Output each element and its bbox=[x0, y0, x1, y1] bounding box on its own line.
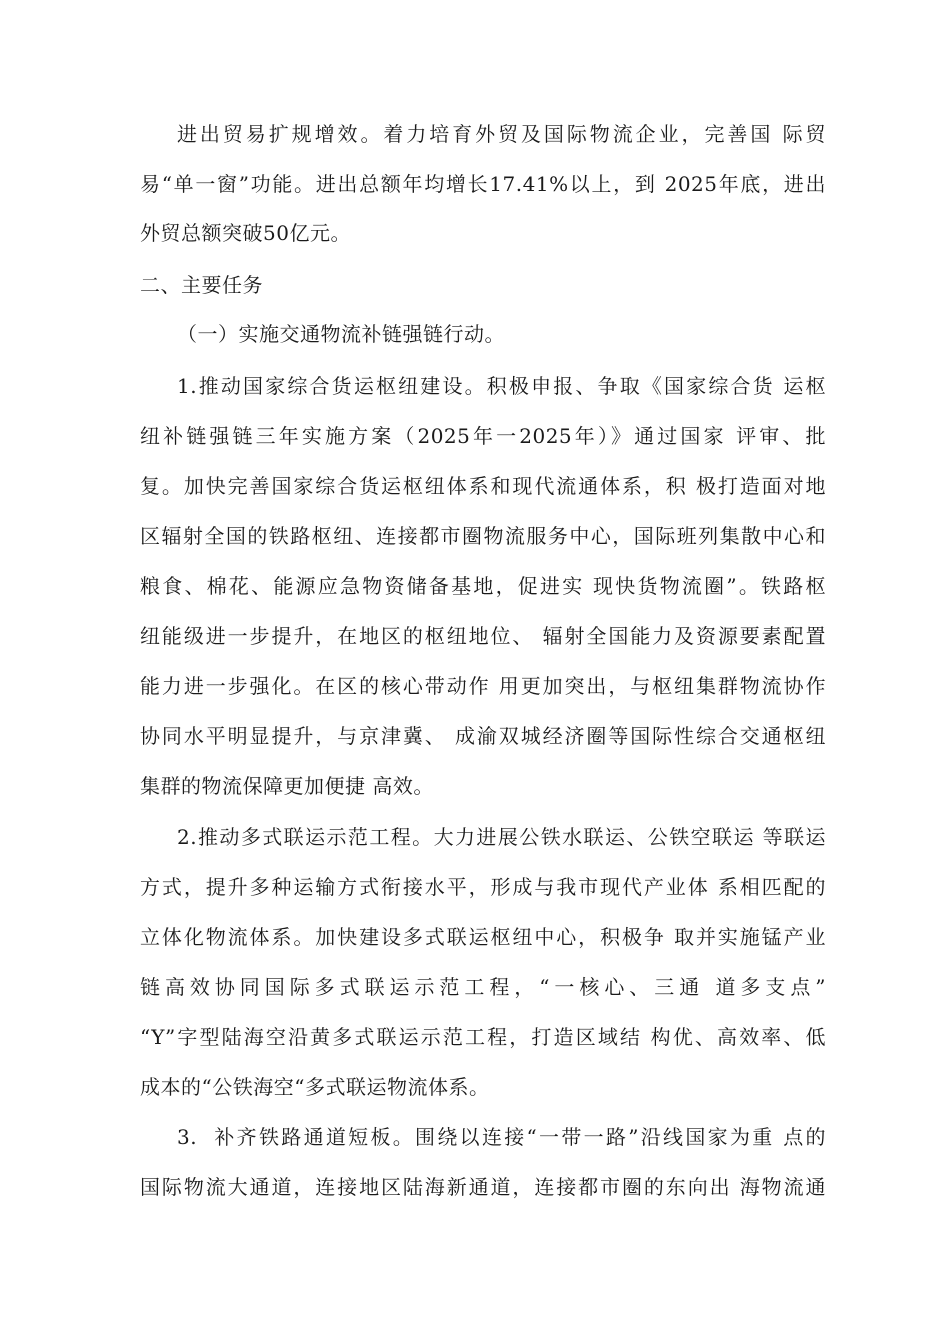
paragraph-line: 集群的物流保障更加便捷 高效。 bbox=[140, 774, 434, 798]
paragraph-line: 国际物流大通道，连接地区陆海新通道，连接都市圈的东向出 海物流通 bbox=[140, 1175, 826, 1199]
paragraph-line: 链高效协同国际多式联运示范工程，“一核心、三通 道多支点” bbox=[140, 975, 826, 999]
paragraph-line: 外贸总额突破50亿元。 bbox=[140, 221, 351, 245]
paragraph-line: 3. 补齐铁路通道短板。围绕以连接“一带一路”沿线国家为重 点的 bbox=[177, 1125, 826, 1149]
paragraph-line: 复。加快完善国家综合货运枢纽体系和现代流通体系，积 极打造面对地 bbox=[140, 474, 826, 498]
paragraph-line: 1.推动国家综合货运枢纽建设。积极申报、争取《国家综合货 运枢 bbox=[177, 374, 826, 398]
paragraph-line: 立体化物流体系。加快建设多式联运枢纽中心，积极争 取并实施锰产业 bbox=[140, 925, 826, 949]
subsection-heading: （一）实施交通物流补链强链行动。 bbox=[177, 322, 505, 346]
paragraph-line: 纽能级进一步提升，在地区的枢纽地位、 辐射全国能力及资源要素配置 bbox=[140, 624, 826, 648]
paragraph-line: 2.推动多式联运示范工程。大力进展公铁水联运、公铁空联运 等联运 bbox=[177, 825, 826, 849]
paragraph-line: 能力进一步强化。在区的核心带动作 用更加突出，与枢纽集群物流协作 bbox=[140, 674, 826, 698]
paragraph-line: 进出贸易扩规增效。着力培育外贸及国际物流企业，完善国 际贸 bbox=[177, 122, 826, 146]
paragraph-line: 区辐射全国的铁路枢纽、连接都市圈物流服务中心，国际班列集散中心和 bbox=[140, 524, 826, 548]
paragraph-line: 成本的“公铁海空“多式联运物流体系。 bbox=[140, 1075, 490, 1099]
paragraph-line: 粮食、棉花、能源应急物资储备基地，促进实 现快货物流圈”。铁路枢 bbox=[140, 574, 826, 598]
section-heading: 二、主要任务 bbox=[140, 273, 263, 297]
paragraph-line: 协同水平明显提升，与京津冀、 成渝双城经济圈等国际性综合交通枢纽 bbox=[140, 724, 826, 748]
paragraph-line: “Y”字型陆海空沿黄多式联运示范工程，打造区域结 构优、高效率、低 bbox=[140, 1025, 826, 1049]
paragraph-line: 易“单一窗”功能。进出总额年均增长17.41%以上，到 2025年底，进出 bbox=[140, 172, 826, 196]
paragraph-line: 方式，提升多种运输方式衔接水平，形成与我市现代产业体 系相匹配的 bbox=[140, 875, 826, 899]
paragraph-line: 纽补链强链三年实施方案（2025年一2025年）》通过国家 评审、批 bbox=[140, 424, 826, 448]
